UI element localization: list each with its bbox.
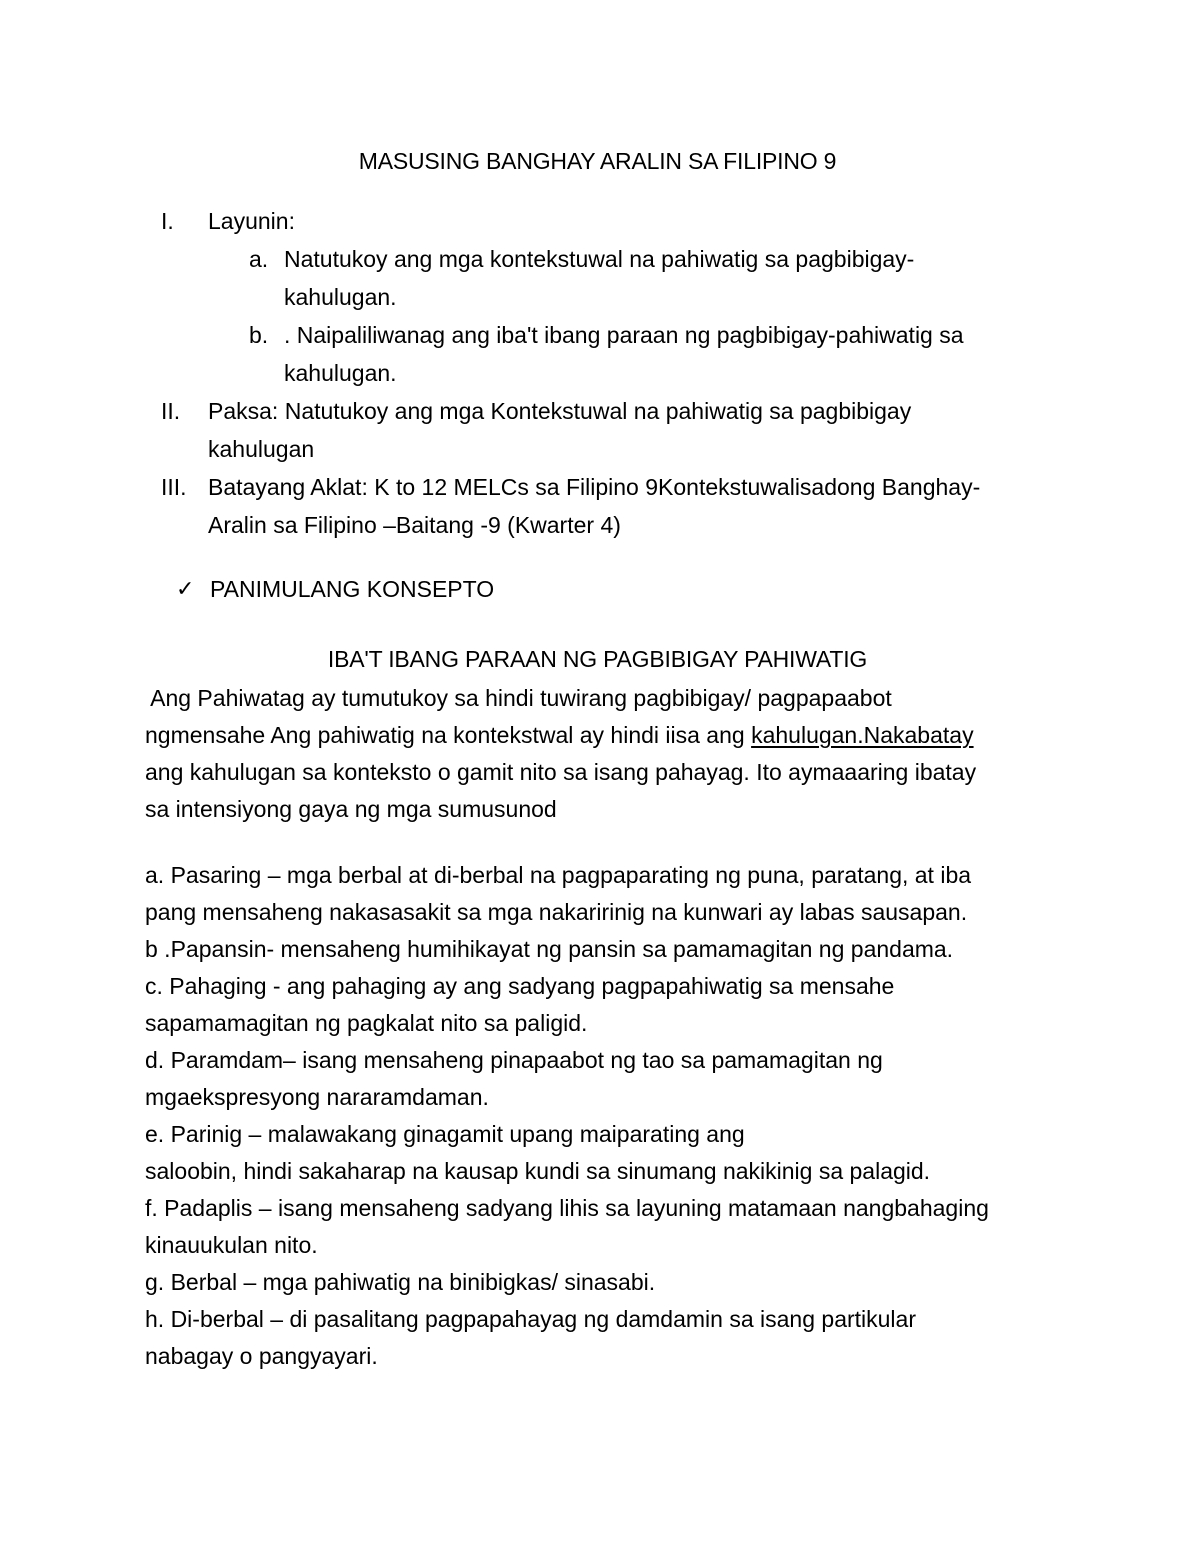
outline-subitem-a bbox=[249, 240, 1050, 316]
text-line: saloobin, hindi sakaharap na kausap kundi sa sinumang nakikinig sa palagid. bbox=[145, 1158, 931, 1184]
outline-text bbox=[208, 202, 295, 240]
text-line: Natutukoy ang mga kontekstuwal na pahiwatig sa pagbibigay- bbox=[284, 246, 915, 272]
text-line: sapamamagitan ng pagkalat nito sa paligid. bbox=[145, 1010, 588, 1036]
text-line: c. Pahaging - ang pahaging ay ang sadyang pagpapahiwatig sa mensahe bbox=[145, 973, 895, 999]
text-line: Batayang Aklat: K to 12 MELCs sa Filipino 9Kontekstuwalisadong Banghay- bbox=[208, 474, 981, 500]
outline-item-batayang-aklat bbox=[145, 468, 1050, 544]
outline bbox=[145, 202, 1050, 544]
text-line: Paksa: Natutukoy ang mga Kontekstuwal na pahiwatig sa pagbibigay bbox=[208, 398, 912, 424]
outline-text bbox=[208, 392, 911, 468]
definition-parinig bbox=[145, 1116, 1050, 1190]
outline-item-paksa bbox=[145, 392, 1050, 468]
text-line: nabagay o pangyayari. bbox=[145, 1343, 378, 1369]
outline-submarker: b. bbox=[249, 322, 269, 348]
outline-marker: I. bbox=[161, 208, 174, 234]
check-bullet-item bbox=[176, 570, 1050, 608]
outline-submarker: a. bbox=[249, 246, 269, 272]
outline-text bbox=[208, 468, 980, 544]
text-line: g. Berbal – mga pahiwatig na binibigkas/ sinasabi. bbox=[145, 1269, 656, 1295]
text-line: Aralin sa Filipino –Baitang -9 (Kwarter 4) bbox=[208, 512, 621, 538]
text-line: kinauukulan nito. bbox=[145, 1232, 318, 1258]
definition-padaplis bbox=[145, 1190, 1050, 1264]
section-heading: IBA'T IBANG PARAAN NG PAGBIBIGAY PAHIWATIG bbox=[327, 646, 868, 672]
definition-papansin bbox=[145, 931, 1050, 968]
text-line: mgaekspresyong nararamdaman. bbox=[145, 1084, 489, 1110]
text-line: pang mensaheng nakasasakit sa mga nakaririnig na kunwari ay labas sausapan. bbox=[145, 899, 968, 925]
outline-subtext bbox=[284, 316, 964, 392]
text-line: kahulugan bbox=[208, 436, 315, 462]
underlined-text: kahulugan.Nakabatay bbox=[751, 722, 974, 748]
text-line: ang kahulugan sa konteksto o gamit nito sa isang pahayag. Ito aymaaaring ibatay bbox=[145, 759, 977, 785]
definitions-list bbox=[145, 857, 1050, 1375]
intro-paragraph bbox=[145, 680, 1050, 828]
text-line: kahulugan. bbox=[284, 284, 397, 310]
text-line: f. Padaplis – isang mensaheng sadyang lihis sa layuning matamaan nangbahaging bbox=[145, 1195, 989, 1221]
definition-paramdam bbox=[145, 1042, 1050, 1116]
text-line: kahulugan. bbox=[284, 360, 397, 386]
text-line: . Naipaliliwanag ang iba't ibang paraan ng pagbibigay-pahiwatig sa bbox=[284, 322, 964, 348]
outline-marker: III. bbox=[161, 474, 187, 500]
document-title: MASUSING BANGHAY ARALIN SA FILIPINO 9 bbox=[358, 148, 837, 174]
text-line: Ang Pahiwatag ay tumutukoy sa hindi tuwirang pagbibigay/ pagpapaabot bbox=[145, 685, 892, 711]
text-segment: ngmensahe Ang pahiwatig na kontekstwal ay hindi iisa ang bbox=[145, 722, 752, 748]
text-line: d. Paramdam– isang mensaheng pinapaabot ng tao sa pamamagitan ng bbox=[145, 1047, 883, 1073]
check-icon: ✓ bbox=[176, 576, 195, 601]
definition-pahaging bbox=[145, 968, 1050, 1042]
outline-item-layunin bbox=[145, 202, 1050, 240]
text-line: e. Parinig – malawakang ginagamit upang maiparating ang bbox=[145, 1121, 745, 1147]
text-line: a. Pasaring – mga berbal at di-berbal na pagpaparating ng puna, paratang, at iba bbox=[145, 862, 972, 888]
text-line bbox=[145, 717, 1050, 754]
definition-berbal bbox=[145, 1264, 1050, 1301]
outline-subtext bbox=[284, 240, 914, 316]
text-line: h. Di-berbal – di pasalitang pagpapahayag ng damdamin sa isang partikular bbox=[145, 1306, 916, 1332]
definition-di-berbal bbox=[145, 1301, 1050, 1375]
text-line: Layunin: bbox=[208, 208, 295, 234]
check-bullet-label: PANIMULANG KONSEPTO bbox=[210, 576, 495, 602]
outline-marker: II. bbox=[161, 398, 181, 424]
outline-subitem-b bbox=[249, 316, 1050, 392]
text-line: b .Papansin- mensaheng humihikayat ng pansin sa pamamagitan ng pandama. bbox=[145, 936, 954, 962]
text-line: sa intensiyong gaya ng mga sumusunod bbox=[145, 796, 557, 822]
definition-pasaring bbox=[145, 857, 1050, 931]
